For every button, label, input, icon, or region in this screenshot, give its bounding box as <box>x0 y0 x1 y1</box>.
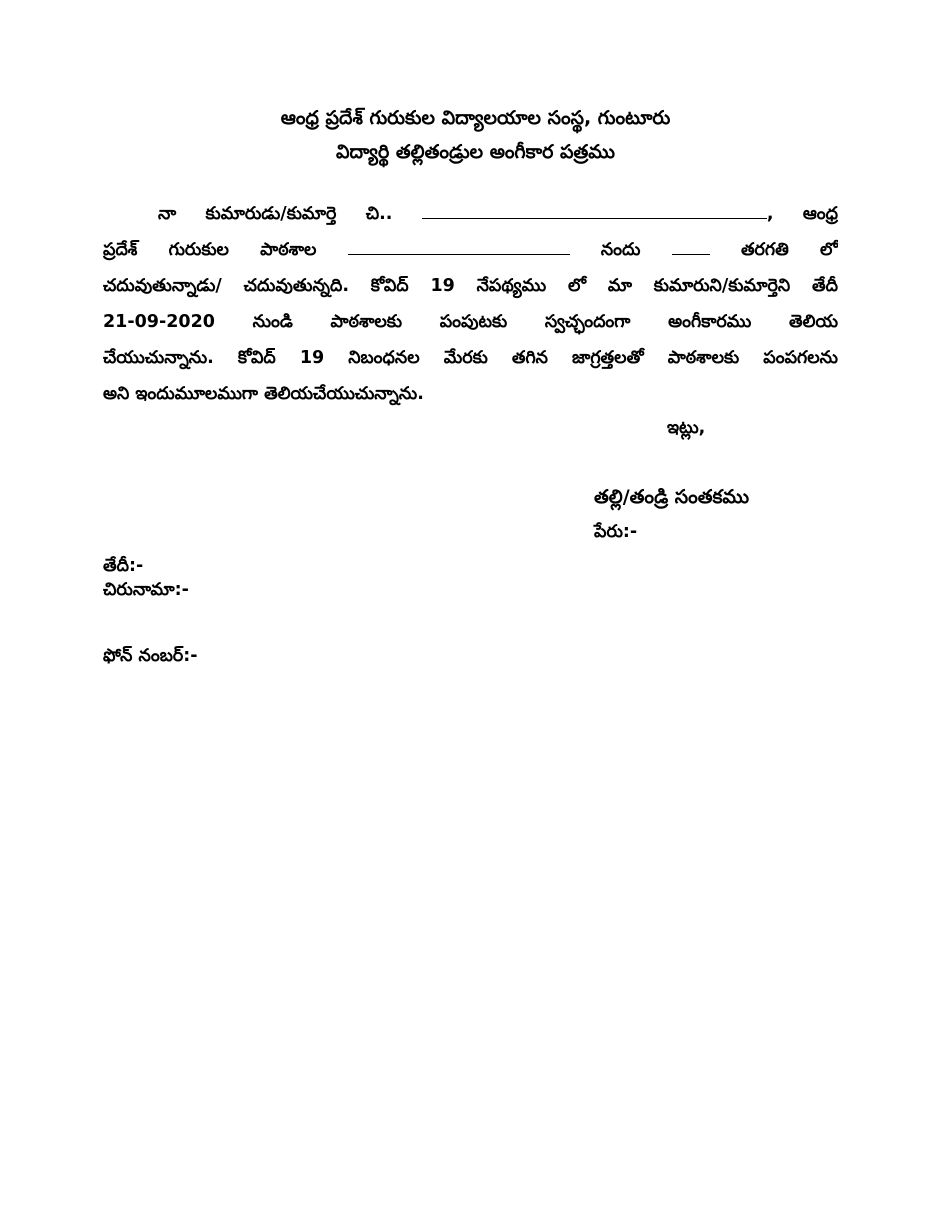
signature-label: తల్లి/తండ్రి సంతకము <box>594 486 750 508</box>
closing-regards: ఇట్లు, <box>667 418 706 438</box>
class-blank <box>672 234 710 255</box>
school-name-blank <box>348 234 570 255</box>
child-name-blank <box>422 198 767 219</box>
child-label: నా కుమారుడు/కుమార్తె చి.. <box>158 204 393 224</box>
paragraph-line-6: అని ఇందుమూలముగా తెలియచేయుచున్నాను. <box>103 384 424 404</box>
consent-paragraph <box>103 196 838 412</box>
paragraph-line-2 <box>103 232 838 268</box>
paragraph-line-4: 21-09-2020 నుండి పాఠశాలకు పంపుటకు స్వచ్ఛందంగా అంగీకారము తెలియ <box>103 312 838 332</box>
page-title: ఆంధ్ర ప్రదేశ్ గురుకుల విద్యాలయాల సంస్థ, గుంటూరు <box>280 107 671 129</box>
paragraph-line-1 <box>103 196 838 232</box>
school-label: ప్రదేశ్ గురుకుల పాఠశాల <box>103 240 317 260</box>
paragraph-line-3: చదువుతున్నాడు/ చదువుతున్నది. కోవిద్ 19 నేపథ్యము లో మా కుమారుని/కుమార్తెని తేదీ <box>103 276 838 296</box>
name-label: పేరు:- <box>594 522 638 542</box>
date-label: తేదీ:- <box>103 556 144 576</box>
line1-trailing-text: , ఆంధ్ర <box>766 204 838 224</box>
class-label: తరగతి లో <box>740 240 838 260</box>
nandu-text: నందు <box>600 240 641 260</box>
phone-label: ఫోన్ నంబర్:- <box>103 646 198 666</box>
page-subtitle: విద్యార్థి తల్లితండ్రుల అంగీకార పత్రము <box>336 141 615 163</box>
paragraph-line-5: చేయుచున్నాను. కోవిద్ 19 నిబంధనల మేరకు తగిన జాగ్రత్తలతో పాఠశాలకు పంపగలను <box>103 348 838 368</box>
address-label: చిరునామా:- <box>103 580 189 600</box>
